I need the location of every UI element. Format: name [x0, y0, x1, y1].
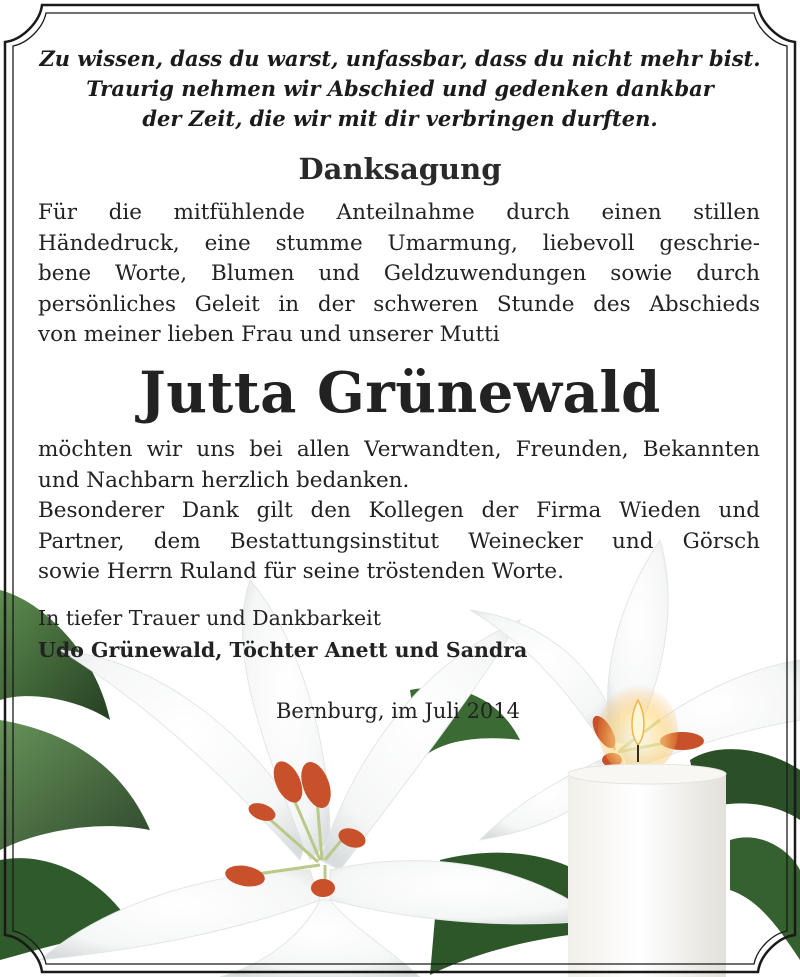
thanks-line: möchten wir uns bei allen Verwandten, Freunden, Bekannten [38, 437, 760, 462]
quote-line-3: der Zeit, die wir mit dir verbringen durften. [142, 106, 658, 131]
intro-line: Händedruck, eine stumme Umarmung, liebevoll geschrie- [38, 230, 760, 256]
quote-line-2: Traurig nehmen wir Abschied und gedenken dankbar [86, 76, 714, 101]
intro-line: bene Worte, Blumen und Geldzuwendungen sowie durch [38, 261, 760, 286]
signature-line-1: In tiefer Trauer und Dankbarkeit [38, 606, 381, 630]
signature-names: Udo Grünewald, Töchter Anett und Sandra [38, 638, 528, 662]
thanks-line: und Nachbarn herzlich bedanken. [38, 467, 410, 493]
quote-line-1: Zu wissen, dass du warst, unfassbar, dass du nicht mehr bist. [39, 46, 761, 71]
intro-line: von meiner lieben Frau und unserer Mutti [38, 322, 500, 347]
intro-line: persönliches Geleit in der schweren Stunde des Abschieds [38, 291, 760, 317]
heading-danksagung: Danksagung [298, 152, 502, 186]
thanks-line: Partner, dem Bestattungsinstitut Weinecker und Görsch [38, 528, 760, 554]
thanks-line: Besonderer Dank gilt den Kollegen der Firma Wieden und [38, 498, 760, 523]
thanks-line: sowie Herrn Ruland für seine tröstenden Worte. [38, 559, 564, 584]
deceased-name: Jutta Grünewald [139, 360, 661, 426]
intro-line: Für die mitfühlende Anteilnahme durch einen stillen [38, 200, 760, 225]
place-date [0, 696, 800, 726]
place-date-text: Bernburg, im Juli 2014 [275, 699, 521, 723]
thanks-paragraph [38, 435, 760, 588]
intro-paragraph [38, 198, 760, 351]
